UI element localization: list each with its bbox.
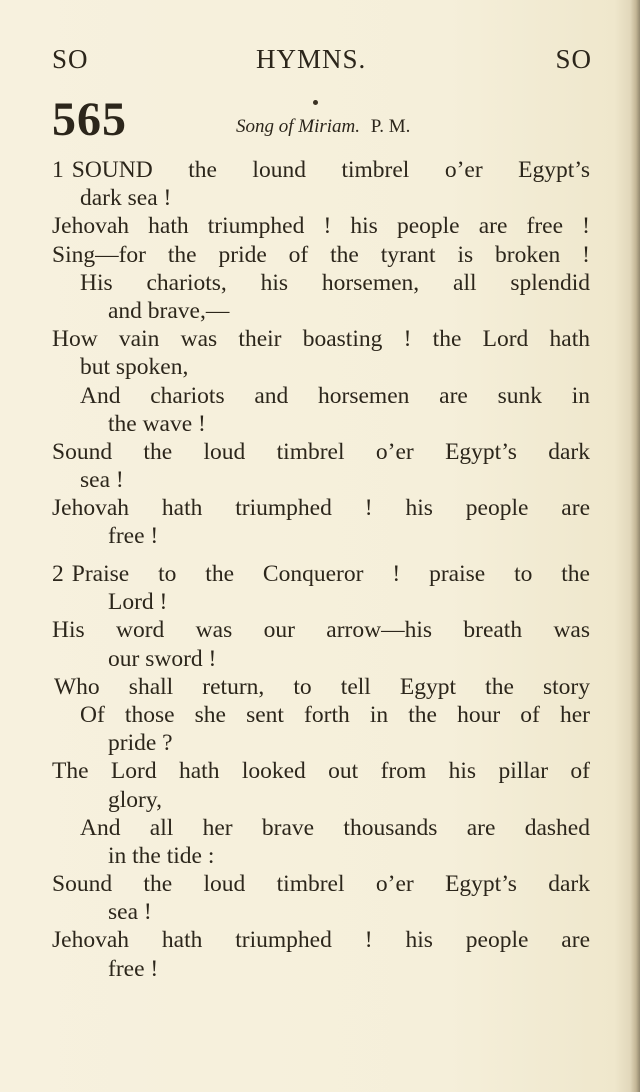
verse-line: free ! [108, 523, 159, 550]
verse-line: but spoken, [80, 354, 189, 381]
verse-line: Of those she sent forth in the hour of her [80, 701, 590, 728]
hymn-meter: P. M. [370, 116, 411, 137]
verse-line: 2 Praise to the Conqueror ! praise to the [52, 561, 590, 587]
verse-line: sea ! [108, 899, 152, 926]
verse-line: dark sea ! [80, 185, 172, 212]
running-head [52, 44, 592, 78]
verse-line: 1 SOUND the lound timbrel o’er Egypt’s [52, 157, 590, 183]
verse-line: His chariots, his horsemen, all splendid [80, 269, 590, 296]
verse-line: Jehovah hath triumphed ! his people are [52, 927, 590, 954]
verse-line: Lord ! [108, 589, 168, 616]
verse-line: in the tide : [108, 842, 215, 869]
verse-line: Sound the loud timbrel o’er Egypt’s dark [52, 438, 590, 465]
verse-number: 1 [52, 157, 64, 183]
verse-line: And chariots and horsemen are sunk in [80, 382, 590, 409]
verse-line: Jehovah hath triumphed ! his people are [52, 495, 590, 522]
hymn-number: 565 [52, 93, 127, 146]
verse-line: and brave,— [108, 297, 230, 324]
verse-line: our sword ! [108, 645, 217, 672]
verse-line: Sound the loud timbrel o’er Egypt’s dark [52, 871, 590, 898]
verse-line: Sing—for the pride of the tyrant is broken ! [52, 241, 590, 268]
verse-line: Who shall return, to tell Egypt the story [54, 673, 590, 700]
hymn-title-text: Song of Miriam. [236, 116, 361, 137]
verse-line: free ! [108, 955, 159, 982]
verse-line: sea ! [80, 467, 124, 494]
verse-line: pride ? [108, 730, 173, 757]
page-edge-shadow [630, 0, 640, 1092]
verse-line: glory, [108, 786, 162, 813]
verse-line: The Lord hath looked out from his pillar of [52, 758, 590, 785]
hymn-title [236, 116, 410, 138]
verse-line: His word was our arrow—his breath was [52, 617, 590, 644]
print-dot-mark [313, 100, 318, 105]
verse-1 [52, 156, 590, 551]
verse-number: 2 [52, 561, 64, 587]
verse-2 [52, 560, 590, 983]
verse-line: Jehovah hath triumphed ! his people are free ! [52, 213, 590, 240]
verse-line: How vain was their boasting ! the Lord hath [52, 326, 590, 353]
running-head-right: SO [555, 44, 592, 74]
verse-line: the wave ! [108, 410, 206, 437]
verse-line: And all her brave thousands are dashed [80, 814, 590, 841]
running-head-left: SO [52, 44, 89, 74]
running-head-title: HYMNS. [256, 44, 367, 74]
